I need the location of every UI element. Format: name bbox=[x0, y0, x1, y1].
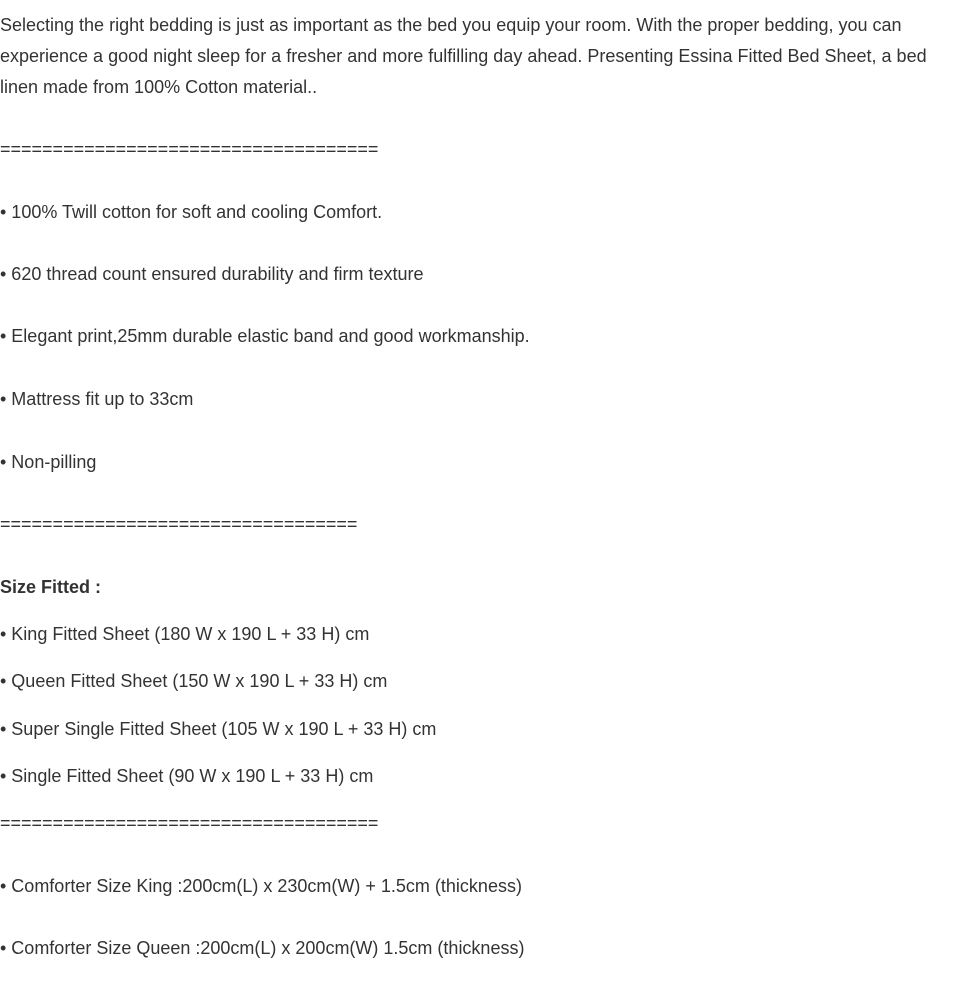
feature-item: • 620 thread count ensured durability and firm texture bbox=[0, 264, 424, 284]
size-item: • Queen Fitted Sheet (150 W x 190 L + 33 H) cm bbox=[0, 671, 388, 691]
feature-item: • Mattress fit up to 33cm bbox=[0, 389, 194, 409]
size-heading: Size Fitted : bbox=[0, 577, 102, 597]
size-item: • Super Single Fitted Sheet (105 W x 190 L + 33 H) cm bbox=[0, 719, 437, 739]
size-item: • King Fitted Sheet (180 W x 190 L + 33 H) cm bbox=[0, 624, 370, 644]
comforter-item: • Comforter Size Queen :200cm(L) x 200cm(W) 1.5cm (thickness) bbox=[0, 938, 525, 958]
feature-item: • 100% Twill cotton for soft and cooling Comfort. bbox=[0, 202, 383, 222]
divider: ==================================== bbox=[0, 139, 379, 159]
feature-item: • Elegant print,25mm durable elastic band and good workmanship. bbox=[0, 326, 530, 346]
feature-item: • Non-pilling bbox=[0, 452, 97, 472]
divider: ================================== bbox=[0, 514, 358, 534]
intro-paragraph: Selecting the right bedding is just as important as the bed you equip your room. With the proper bedding, you can experience a good night sleep for a fresher and more fulfilling day ahead. Presenting Essina Fitted Bed Sheet, a bed linen made from 100% Cotton material.. bbox=[0, 15, 927, 97]
comforter-item: • Comforter Size King :200cm(L) x 230cm(W) + 1.5cm (thickness) bbox=[0, 876, 522, 896]
size-item: • Single Fitted Sheet (90 W x 190 L + 33 H) cm bbox=[0, 766, 374, 786]
divider: ==================================== bbox=[0, 813, 379, 833]
